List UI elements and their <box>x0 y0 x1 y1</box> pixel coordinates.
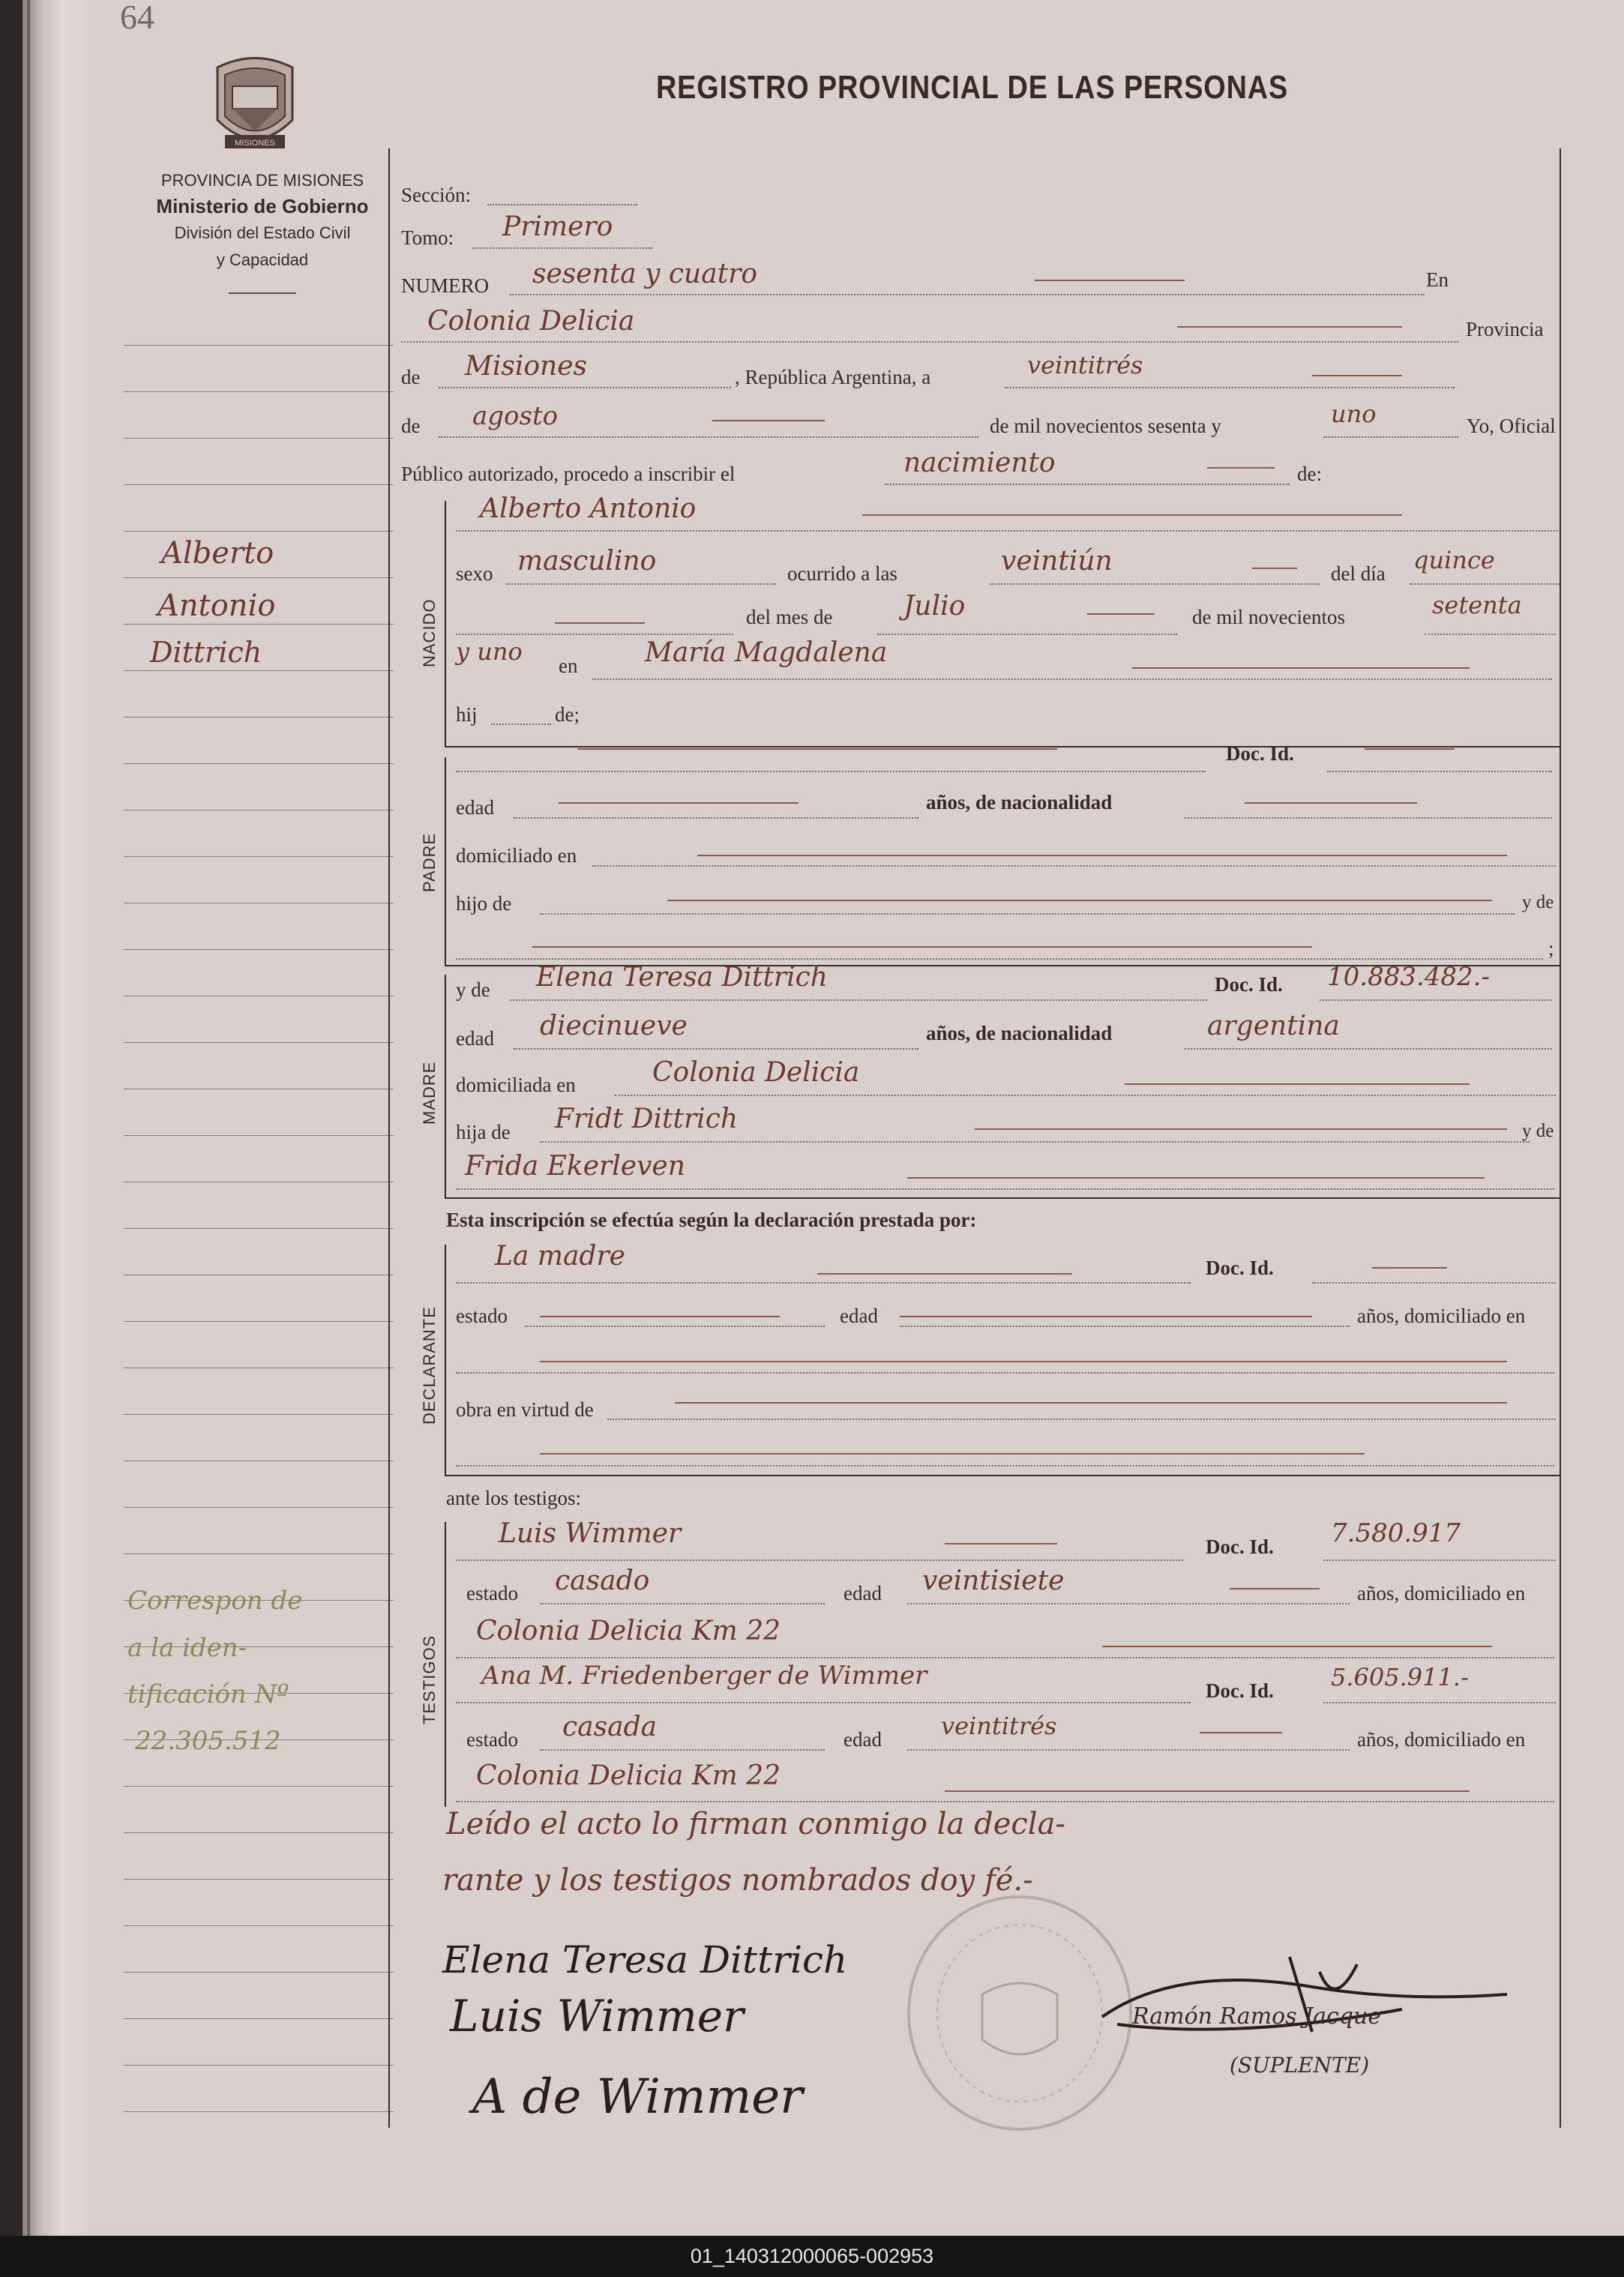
declarante-dom-line <box>456 1372 1554 1374</box>
declarante-doc-dash <box>1372 1267 1447 1269</box>
province-line <box>439 387 731 388</box>
signature-witness-1: Luis Wimmer <box>450 1991 744 2042</box>
day-value: veintitrés <box>1027 351 1143 379</box>
declarante-estado-line <box>525 1326 825 1327</box>
svg-text:MISIONES: MISIONES <box>235 139 275 148</box>
madre-dom-dash <box>1125 1083 1470 1085</box>
birth-year-value-2: y uno <box>456 637 523 666</box>
witness2-estado-label: estado <box>466 1728 518 1751</box>
madre-edad-value: diecinueve <box>540 1011 688 1041</box>
madre-mother-value: Frida Ekerleven <box>465 1151 685 1182</box>
padre-label: PADRE <box>420 832 439 892</box>
witness2-domicilio-value: Colonia Delicia Km 22 <box>476 1760 781 1791</box>
madre-label: MADRE <box>420 1061 439 1125</box>
header-capacity: y Capacidad <box>216 250 309 269</box>
margin-correspondence-3: tificación Nº <box>127 1679 289 1709</box>
witness2-name-value: Ana M. Friedenberger de Wimmer <box>481 1661 927 1691</box>
tomo-value: Primero <box>502 211 613 242</box>
witness1-dom-dash <box>1102 1646 1492 1647</box>
tomo-label: Tomo: <box>401 226 454 249</box>
birth-place-dash <box>1132 667 1470 669</box>
hij-label: hij <box>456 703 478 726</box>
nacido-name-line <box>456 530 1558 532</box>
hij-line <box>491 724 551 725</box>
declarante-name-value: La madre <box>495 1241 625 1272</box>
officer-signature-scribble <box>1087 1942 1552 2054</box>
witness2-estado-value: casada <box>562 1712 658 1742</box>
act-line <box>885 484 1290 485</box>
madre-father-line <box>540 1141 1530 1143</box>
madre-y-de-label-2: y de <box>1522 1121 1554 1141</box>
margin-name-line-1: Alberto <box>161 536 274 571</box>
madre-mother-line <box>456 1188 1554 1190</box>
witness2-anos-label: años, domiciliado en <box>1357 1728 1526 1751</box>
numero-dash <box>1035 280 1185 281</box>
padre-hijo-dash <box>667 900 1492 901</box>
declarante-extra-dash <box>540 1453 1365 1455</box>
witness1-dom-line <box>456 1657 1554 1658</box>
provincial-seal-icon <box>210 52 300 157</box>
padre-semicolon: ; <box>1548 937 1554 960</box>
padre-yde-line <box>456 958 1543 960</box>
sexo-line <box>506 583 776 585</box>
padre-hijo-line <box>540 913 1515 915</box>
mil-label: de mil novecientos <box>1192 606 1345 628</box>
ocurrido-label: ocurrido a las <box>787 562 897 585</box>
witness2-dom-dash <box>945 1790 1470 1792</box>
madre-nac-line <box>1185 1048 1552 1050</box>
day-line <box>1005 387 1455 388</box>
witness1-edad-label: edad <box>843 1582 882 1604</box>
witness2-dom-line <box>456 1801 1554 1802</box>
main-left-rule <box>388 148 390 2128</box>
page-number: 64 <box>120 0 154 36</box>
declarante-box-rule <box>445 1245 446 1476</box>
publico-text: Público autorizado, procedo a inscribir el <box>401 463 736 485</box>
padre-nacionalidad-label: años, de nacionalidad <box>926 791 1113 813</box>
declarante-dom-dash <box>540 1361 1507 1362</box>
padre-doc-label: Doc. Id. <box>1226 742 1294 765</box>
hour-dash <box>1252 568 1297 569</box>
signature-witness-2: A de Wimmer <box>472 2069 803 2125</box>
header-division: División del Estado Civil <box>174 223 351 242</box>
year-line <box>1323 436 1458 438</box>
margin-correspondence-4: 22.305.512 <box>135 1726 281 1756</box>
officer-name: Ramón Ramos Jacque <box>1132 2003 1382 2030</box>
padre-yde-dash <box>532 946 1312 948</box>
provincia-label: Provincia <box>1466 318 1544 340</box>
witness1-edad-value: veintisiete <box>922 1565 1065 1596</box>
padre-edad-label: edad <box>456 796 494 819</box>
testigos-label: TESTIGOS <box>420 1634 439 1724</box>
padre-dom-dash <box>697 855 1507 856</box>
act-dash <box>1207 467 1275 469</box>
padre-name-dash <box>577 748 1057 750</box>
birth-day-value: quince <box>1413 546 1495 574</box>
madre-box-rule <box>445 975 446 1198</box>
birth-year-line <box>1425 634 1556 635</box>
witness2-estado-line <box>540 1749 825 1751</box>
declarante-obra-line <box>607 1419 1556 1420</box>
oficial-text: Yo, Oficial <box>1467 415 1556 437</box>
numero-value: sesenta y cuatro <box>532 259 758 289</box>
witness1-edad-line <box>907 1603 1350 1604</box>
month-line <box>439 436 978 438</box>
madre-domiciliada-label: domiciliada en <box>456 1074 576 1096</box>
declarante-edad-label: edad <box>840 1305 878 1327</box>
sexo-value: masculino <box>517 546 657 577</box>
padre-dom-line <box>592 865 1556 867</box>
witness1-doc-label: Doc. Id. <box>1206 1535 1274 1558</box>
birth-place-line <box>592 679 1552 680</box>
day-dash <box>1312 375 1402 376</box>
numero-line <box>510 294 1425 295</box>
locality-line <box>401 341 1458 343</box>
declarante-estado-dash <box>540 1316 780 1317</box>
nacido-bottom-rule <box>445 746 1561 748</box>
birth-month-value: Julio <box>903 591 966 622</box>
padre-name-line <box>456 771 1206 772</box>
declarante-intro: Esta inscripción se efectúa según la declaración prestada por: <box>446 1209 977 1231</box>
declarante-obra-label: obra en virtud de <box>456 1398 594 1421</box>
madre-father-dash <box>975 1128 1507 1130</box>
de-colon: de: <box>1297 463 1322 485</box>
madre-nacionalidad-label: años, de nacionalidad <box>926 1022 1113 1044</box>
witness2-edad-label: edad <box>843 1728 882 1751</box>
closing-line-2: rante y los testigos nombrados doy fé.- <box>442 1863 1033 1898</box>
republica-text: , República Argentina, a <box>735 366 931 388</box>
numero-label: NUMERO <box>401 274 490 297</box>
witness1-name-line <box>456 1559 1183 1561</box>
locality-dash <box>1177 326 1402 328</box>
witness2-name-line <box>456 1702 1191 1703</box>
image-id-footer: 01_140312000065-002953 <box>0 2236 1624 2277</box>
madre-doc-line <box>1320 999 1552 1001</box>
margin-name-line-2: Antonio <box>157 589 276 623</box>
padre-doc-dash <box>1365 748 1455 750</box>
padre-nac-line <box>1185 817 1552 819</box>
witness2-edad-line <box>907 1749 1350 1751</box>
nacido-en-label: en <box>559 655 578 677</box>
madre-name-line <box>510 999 1207 1001</box>
witness1-domicilio-value: Colonia Delicia Km 22 <box>476 1616 781 1646</box>
signature-mother: Elena Teresa Dittrich <box>442 1938 848 1982</box>
hij-de-label: de; <box>555 703 580 726</box>
birth-month-dash <box>1087 613 1155 615</box>
birth-year-value-1: setenta <box>1432 591 1522 619</box>
main-right-rule <box>1560 148 1561 2128</box>
padre-edad-line <box>514 817 918 819</box>
header-divider <box>229 292 296 294</box>
witness2-edad-dash <box>1200 1732 1282 1733</box>
birth-month-line <box>877 634 1177 635</box>
del-mes-pre-line <box>456 634 733 635</box>
del-dia-label: del día <box>1331 562 1386 585</box>
declarante-name-line <box>456 1282 1191 1284</box>
page-title: REGISTRO PROVINCIAL DE LAS PERSONAS <box>656 69 1289 106</box>
declarante-obra-dash <box>675 1402 1507 1404</box>
madre-bottom-rule <box>445 1197 1561 1199</box>
declarante-edad-dash <box>900 1316 1312 1317</box>
act-value: nacimiento <box>903 448 1056 478</box>
nacido-label: NACIDO <box>420 598 439 667</box>
sexo-label: sexo <box>456 562 493 585</box>
witness1-name-value: Luis Wimmer <box>499 1518 682 1549</box>
declarante-anos-label: años, domiciliado en <box>1357 1305 1526 1327</box>
margin-name-line-3: Dittrich <box>150 636 262 669</box>
padre-domiciliado-label: domiciliado en <box>456 844 577 867</box>
testigos-intro: ante los testigos: <box>446 1487 581 1509</box>
declarante-name-dash <box>817 1273 1072 1275</box>
witness2-doc-value: 5.605.911.- <box>1331 1663 1469 1691</box>
margin-correspondence-1: Correspon de <box>127 1586 303 1616</box>
month-value: agosto <box>472 401 559 431</box>
margin-correspondence-2: a la iden- <box>127 1633 247 1663</box>
testigos-box-rule <box>445 1522 446 1807</box>
madre-edad-label: edad <box>456 1027 494 1050</box>
tomo-line <box>472 247 652 249</box>
madre-domicilio-value: Colonia Delicia <box>652 1057 860 1088</box>
declarante-bottom-rule <box>445 1475 1561 1476</box>
madre-mother-dash <box>907 1177 1485 1179</box>
province-value: Misiones <box>465 351 588 382</box>
hour-line <box>990 583 1320 585</box>
madre-hija-label: hija de <box>456 1121 511 1143</box>
witness1-doc-line <box>1323 1559 1556 1561</box>
nacido-name-dash <box>862 514 1402 516</box>
witness1-edad-dash <box>1230 1588 1320 1589</box>
padre-hijo-label: hijo de <box>456 892 512 915</box>
witness1-anos-label: años, domiciliado en <box>1357 1582 1526 1604</box>
madre-doc-label: Doc. Id. <box>1215 973 1283 996</box>
en-label: En <box>1426 268 1449 291</box>
hour-value: veintiún <box>1001 546 1113 577</box>
padre-box-rule <box>445 757 446 966</box>
madre-dom-line <box>615 1095 1556 1096</box>
padre-edad-dash <box>559 802 799 804</box>
del-mes-dash <box>555 622 645 624</box>
madre-y-de-label: y de <box>456 978 490 1001</box>
declarante-doc-label: Doc. Id. <box>1206 1257 1274 1279</box>
witness1-estado-label: estado <box>466 1582 518 1604</box>
declarante-doc-line <box>1312 1282 1556 1284</box>
witness1-name-dash <box>945 1543 1057 1544</box>
register-page <box>22 0 1624 2236</box>
madre-name-value: Elena Teresa Dittrich <box>536 962 828 993</box>
declarante-edad-line <box>900 1326 1350 1327</box>
header-ministry: Ministerio de Gobierno <box>156 195 369 217</box>
de-label-1: de <box>401 366 421 388</box>
witness1-doc-value: 7.580.917 <box>1331 1518 1461 1548</box>
nacido-name-value: Alberto Antonio <box>480 493 697 524</box>
madre-edad-line <box>514 1048 918 1050</box>
witness2-doc-line <box>1323 1702 1556 1703</box>
closing-line-1: Leído el acto lo firman conmigo la decla- <box>446 1807 1065 1841</box>
birth-day-line <box>1410 583 1560 585</box>
birth-place-value: María Magdalena <box>645 637 888 668</box>
del-mes-label: del mes de <box>746 606 833 628</box>
year-text: de mil novecientos sesenta y <box>990 415 1221 437</box>
seccion-label: Sección: <box>401 184 471 206</box>
declarante-extra-line <box>456 1465 1554 1467</box>
officer-role: (SUPLENTE) <box>1230 2053 1370 2078</box>
padre-doc-line <box>1327 771 1552 772</box>
book-binding <box>22 0 90 2236</box>
de-label-2: de <box>401 415 421 437</box>
locality-value: Colonia Delicia <box>427 306 635 337</box>
witness1-estado-line <box>540 1603 825 1604</box>
witness1-estado-value: casado <box>555 1565 650 1596</box>
witness2-edad-value: veintitrés <box>941 1712 1057 1740</box>
nacido-box-rule <box>445 501 446 747</box>
seccion-line <box>487 204 637 205</box>
year-value: uno <box>1331 400 1377 428</box>
madre-nacionalidad-value: argentina <box>1207 1011 1340 1041</box>
padre-y-de-label: y de <box>1522 892 1554 912</box>
madre-doc-value: 10.883.482.- <box>1327 962 1490 992</box>
declarante-label: DECLARANTE <box>420 1306 439 1425</box>
padre-nac-dash <box>1245 802 1417 804</box>
header-province: PROVINCIA DE MISIONES <box>160 171 364 190</box>
declarante-estado-label: estado <box>456 1305 508 1327</box>
witness2-doc-label: Doc. Id. <box>1206 1679 1274 1702</box>
month-dash <box>712 420 825 421</box>
madre-father-value: Fridt Dittrich <box>555 1104 739 1134</box>
